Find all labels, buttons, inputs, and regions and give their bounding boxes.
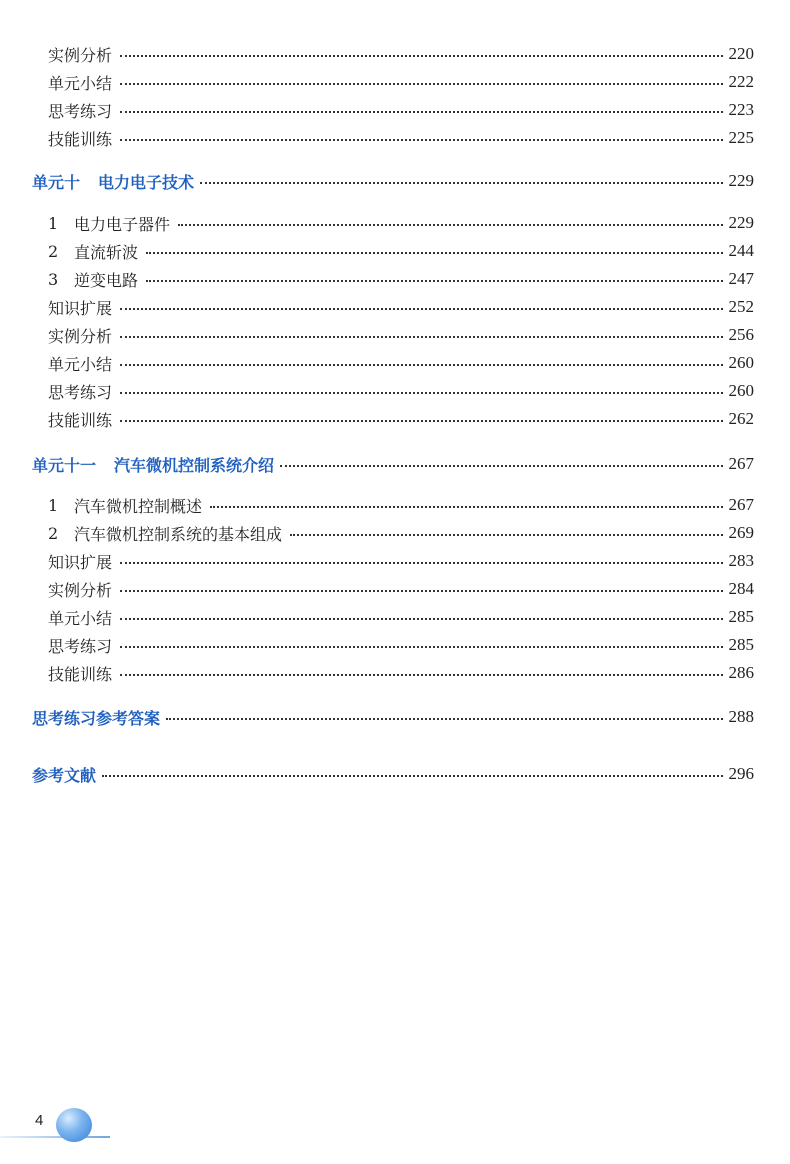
toc-entry-label: 单元小结 — [48, 354, 113, 374]
toc-entry-label: 思考练习 — [48, 382, 113, 402]
dot-leader — [120, 55, 722, 57]
toc-page-number: 267 — [728, 454, 754, 473]
toc-unit-heading[interactable] — [32, 168, 754, 194]
toc-entry-label: 技能训练 — [48, 410, 113, 430]
unit-title: 电力电子技术 — [98, 172, 195, 192]
toc-page-number: 267 — [728, 495, 754, 514]
toc-entry-label: 逆变电路 — [74, 270, 139, 290]
toc-entry-label: 技能训练 — [48, 129, 113, 149]
toc-entry[interactable] — [48, 125, 754, 151]
dot-leader — [120, 618, 722, 620]
toc-page-number: 288 — [728, 707, 754, 726]
toc-page-number: 244 — [728, 241, 754, 260]
toc-entry-label: 实例分析 — [48, 326, 113, 346]
toc-entry[interactable] — [48, 660, 754, 686]
unit-number: 单元十 — [32, 172, 81, 192]
dot-leader — [102, 775, 722, 777]
toc-entry[interactable] — [48, 238, 754, 264]
section-number: 1 — [48, 495, 59, 515]
toc-entry[interactable] — [48, 294, 754, 320]
toc-entry[interactable] — [48, 632, 754, 658]
unit-number: 单元十一 — [32, 455, 97, 475]
dot-leader — [146, 280, 722, 282]
dot-leader — [120, 646, 722, 648]
references-title: 参考文献 — [32, 765, 97, 785]
toc-entry[interactable] — [48, 322, 754, 348]
toc-page-number: 296 — [728, 764, 754, 783]
dot-leader — [120, 392, 722, 394]
section-number: 1 — [48, 213, 59, 233]
toc-references-heading[interactable] — [32, 761, 754, 787]
toc-page-number: 256 — [728, 325, 754, 344]
section-number: 3 — [48, 269, 59, 289]
section-number: 2 — [48, 241, 59, 261]
appendix-title: 思考练习参考答案 — [32, 708, 161, 728]
dot-leader — [120, 674, 722, 676]
toc-page-number: 222 — [728, 72, 754, 91]
toc-page-number: 225 — [728, 128, 754, 147]
toc-entry-label: 汽车微机控制系统的基本组成 — [74, 524, 283, 544]
toc-page-number: 286 — [728, 663, 754, 682]
toc-entry-label: 思考练习 — [48, 636, 113, 656]
toc-page-number: 260 — [728, 353, 754, 372]
toc-entry-label: 思考练习 — [48, 101, 113, 121]
toc-entry[interactable] — [48, 548, 754, 574]
blue-bubble-icon — [56, 1108, 92, 1142]
footer-rule — [0, 1136, 110, 1138]
dot-leader — [120, 139, 722, 141]
toc-page-number: 284 — [728, 579, 754, 598]
toc-unit-heading[interactable] — [32, 451, 754, 477]
dot-leader — [200, 182, 722, 184]
dot-leader — [120, 308, 722, 310]
toc-entry[interactable] — [48, 69, 754, 95]
dot-leader — [280, 465, 722, 467]
toc-entry-label: 技能训练 — [48, 664, 113, 684]
unit-title: 汽车微机控制系统介绍 — [114, 455, 275, 475]
toc-entry-label: 实例分析 — [48, 580, 113, 600]
toc-entry[interactable] — [48, 520, 754, 546]
dot-leader — [120, 364, 722, 366]
dot-leader — [120, 590, 722, 592]
toc-entry[interactable] — [48, 41, 754, 67]
dot-leader — [166, 718, 722, 720]
toc-page-number: 285 — [728, 635, 754, 654]
toc-entry[interactable] — [48, 266, 754, 292]
toc-entry-label: 汽车微机控制概述 — [74, 496, 203, 516]
toc-page-number: 247 — [728, 269, 754, 288]
toc-entry[interactable] — [48, 406, 754, 432]
toc-entry[interactable] — [48, 350, 754, 376]
dot-leader — [178, 224, 722, 226]
toc-page-number: 260 — [728, 381, 754, 400]
toc-entry[interactable] — [48, 210, 754, 236]
dot-leader — [120, 111, 722, 113]
toc-page-number: 285 — [728, 607, 754, 626]
toc-page-number: 220 — [728, 44, 754, 63]
toc-page-number: 252 — [728, 297, 754, 316]
dot-leader — [120, 562, 722, 564]
toc-entry-label: 单元小结 — [48, 73, 113, 93]
dot-leader — [120, 420, 722, 422]
section-number: 2 — [48, 523, 59, 543]
toc-entry-label: 直流斩波 — [74, 242, 139, 262]
toc-page-number: 229 — [728, 171, 754, 190]
toc-entry-label: 实例分析 — [48, 45, 113, 65]
page-footer — [0, 1096, 790, 1164]
dot-leader — [120, 83, 722, 85]
dot-leader — [146, 252, 722, 254]
toc-page-number: 269 — [728, 523, 754, 542]
toc-entry[interactable] — [48, 576, 754, 602]
page-number: 4 — [35, 1112, 44, 1129]
toc-entry-label: 知识扩展 — [48, 552, 113, 572]
toc-entry[interactable] — [48, 97, 754, 123]
toc-entry-label: 电力电子器件 — [74, 214, 171, 234]
toc-entry[interactable] — [48, 492, 754, 518]
toc-page-number: 229 — [728, 213, 754, 232]
toc-page-number: 223 — [728, 100, 754, 119]
dot-leader — [210, 506, 722, 508]
dot-leader — [290, 534, 722, 536]
toc-entry[interactable] — [48, 378, 754, 404]
toc-entry[interactable] — [48, 604, 754, 630]
dot-leader — [120, 336, 722, 338]
toc-entry-label: 知识扩展 — [48, 298, 113, 318]
toc-page-number: 262 — [728, 409, 754, 428]
toc-entry-label: 单元小结 — [48, 608, 113, 628]
toc-appendix-heading[interactable] — [32, 704, 754, 730]
toc-page-number: 283 — [728, 551, 754, 570]
